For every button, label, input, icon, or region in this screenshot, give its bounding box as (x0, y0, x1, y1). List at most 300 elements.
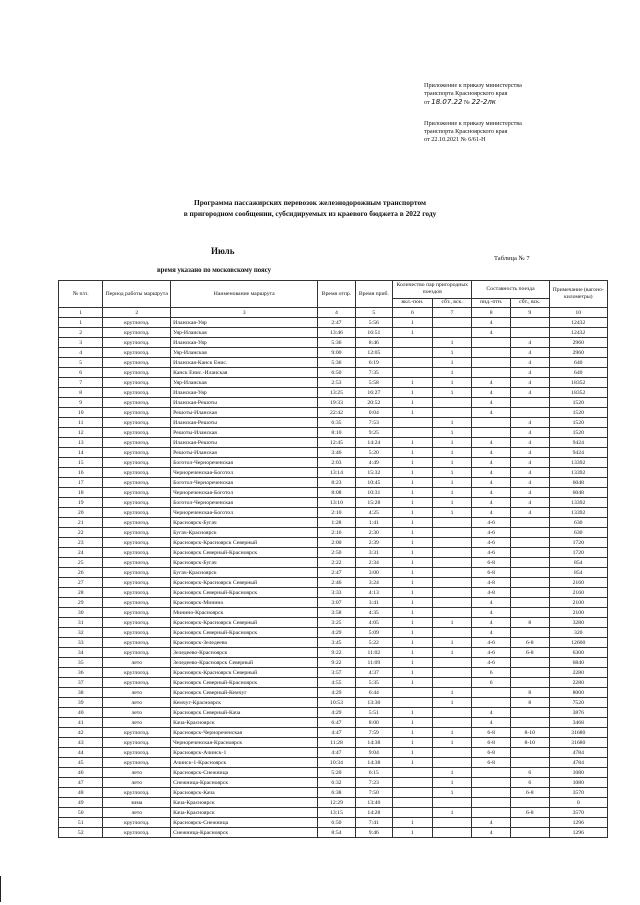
cell-count-weekend: 1 (432, 348, 472, 358)
table-row (59, 488, 608, 498)
cell-dep: 4:47 (318, 748, 355, 758)
title-line: Программа пассажирских перевозок железнодорожным транспортом (193, 198, 427, 207)
cell-car-km: 854 (549, 558, 607, 568)
cell-route: Красноярск-Красноярск Северный (171, 578, 318, 588)
cell-num: 28 (59, 588, 103, 598)
cell-route: Решоты-Иланская (171, 408, 318, 418)
cell-count-weekday (393, 788, 433, 798)
cell-dep: 2:00 (318, 538, 355, 548)
cell-comp-weekend (510, 588, 549, 598)
cell-num: 40 (59, 708, 103, 718)
cell-dep: 5:20 (318, 768, 355, 778)
table-row (59, 748, 608, 758)
cell-count-weekend (432, 798, 472, 808)
cell-period: круглогод. (103, 568, 171, 578)
cell-arr: 14:38 (355, 738, 392, 748)
cell-arr: 5:58 (355, 378, 392, 388)
cell-car-km: 1520 (549, 398, 607, 408)
cell-num: 31 (59, 618, 103, 628)
cell-count-weekend: 1 (432, 378, 472, 388)
cell-period: лето (103, 658, 171, 668)
cell-period: лето (103, 688, 171, 698)
cell-comp-weekend (510, 528, 549, 538)
cell-count-weekend: 1 (432, 468, 472, 478)
table-row (59, 738, 608, 748)
cell-dep: 2:50 (318, 548, 355, 558)
table-row (59, 628, 608, 638)
cell-arr: 6:15 (355, 768, 392, 778)
cell-car-km: 2960 (549, 338, 607, 348)
cell-count-weekday: 1 (393, 398, 433, 408)
month-label: Июль (211, 246, 235, 256)
cell-dep: 8:54 (318, 828, 355, 838)
cell-car-km: 2160 (549, 578, 607, 588)
handwritten-date: 18.07.22 (431, 98, 463, 107)
cell-route: Иланская-Уяр (171, 318, 318, 328)
cell-arr: 0:04 (355, 408, 392, 418)
cell-car-km: 8000 (549, 688, 607, 698)
cell-comp-weekday: 4 (472, 598, 511, 608)
cell-period: круглогод. (103, 748, 171, 758)
cell-route: Уяр-Иланская (171, 328, 318, 338)
cell-car-km: 1720 (549, 548, 607, 558)
cell-count-weekday: 1 (393, 548, 433, 558)
cell-count-weekend (432, 518, 472, 528)
col-header-dep: Время отпр. (318, 281, 355, 308)
cell-dep: 9:00 (318, 348, 355, 358)
cell-comp-weekend (510, 668, 549, 678)
cell-comp-weekday: 6-8 (472, 728, 511, 738)
cell-dep: 12:29 (318, 798, 355, 808)
cell-route: Красноярск-Снежница (171, 768, 318, 778)
table-row (59, 568, 608, 578)
cell-comp-weekend (510, 628, 549, 638)
cell-count-weekend: 1 (432, 648, 472, 658)
cell-num: 42 (59, 728, 103, 738)
cell-count-weekend (432, 558, 472, 568)
cell-route: Красноярск-Кача (171, 788, 318, 798)
cell-dep: 12:45 (318, 438, 355, 448)
cell-period: круглогод. (103, 648, 171, 658)
cell-arr: 4:35 (355, 608, 392, 618)
cell-car-km: 2160 (549, 588, 607, 598)
table-row (59, 338, 608, 348)
table-row (59, 818, 608, 828)
cell-comp-weekday: 4 (472, 708, 511, 718)
date-prefix: от (424, 99, 430, 107)
cell-num: 18 (59, 488, 103, 498)
cell-num: 9 (59, 398, 103, 408)
cell-count-weekday: 1 (393, 468, 433, 478)
cell-num: 36 (59, 668, 103, 678)
col-subheader: пнд.-птн. (472, 298, 511, 307)
cell-dep: 10:34 (318, 758, 355, 768)
cell-route: Иланская-Решоты (171, 438, 318, 448)
cell-comp-weekend (510, 828, 549, 838)
cell-arr: 5:56 (355, 318, 392, 328)
cell-dep: 4:29 (318, 708, 355, 718)
routes-table (58, 280, 608, 838)
cell-period: круглогод. (103, 668, 171, 678)
cell-comp-weekday: 4-6 (472, 548, 511, 558)
cell-comp-weekend: 4 (510, 368, 549, 378)
cell-route: Решоты-Иланская (171, 448, 318, 458)
cell-arr: 9:04 (355, 748, 392, 758)
order-header-line: от 22.10.2021 № 6/61-Н (424, 136, 486, 144)
cell-period: круглогод. (103, 678, 171, 688)
cell-count-weekday: 1 (393, 448, 433, 458)
cell-route: Красноярск-Ачинск-1 (171, 748, 318, 758)
cell-count-weekday: 1 (393, 588, 433, 598)
cell-comp-weekend (510, 658, 549, 668)
cell-comp-weekend: 4 (510, 438, 549, 448)
cell-arr: 11:02 (355, 648, 392, 658)
cell-comp-weekday: 4 (472, 328, 511, 338)
cell-count-weekend: 1 (432, 368, 472, 378)
cell-arr: 5:22 (355, 638, 392, 648)
cell-comp-weekday: 4 (472, 408, 511, 418)
cell-comp-weekend: 4 (510, 388, 549, 398)
order-header-line: транспорта Красноярского края (424, 128, 508, 136)
cell-comp-weekday: 4 (472, 478, 511, 488)
cell-dep: 1:28 (318, 518, 355, 528)
cell-count-weekday: 1 (393, 388, 433, 398)
cell-comp-weekday (472, 778, 511, 788)
cell-car-km: 13392 (549, 458, 607, 468)
cell-arr: 14:38 (355, 758, 392, 768)
cell-comp-weekday: 4 (472, 398, 511, 408)
cell-arr: 7:59 (355, 728, 392, 738)
cell-route: Красноярск-Зеледеево (171, 638, 318, 648)
cell-comp-weekday (472, 358, 511, 368)
cell-car-km: 9424 (549, 448, 607, 458)
cell-route: Красноярск-Красноярск Северный (171, 538, 318, 548)
cell-comp-weekday: 4 (472, 468, 511, 478)
cell-comp-weekday: 6-8 (472, 738, 511, 748)
cell-period: круглогод. (103, 728, 171, 738)
table-row (59, 688, 608, 698)
cell-comp-weekend (510, 328, 549, 338)
cell-count-weekend: 1 (432, 458, 472, 468)
cell-period: круглогод. (103, 358, 171, 368)
cell-comp-weekday: 4-6 (472, 658, 511, 668)
cell-count-weekend (432, 408, 472, 418)
table-row (59, 698, 608, 708)
column-number: 1 (59, 308, 103, 318)
cell-dep: 2:16 (318, 528, 355, 538)
cell-count-weekend: 1 (432, 698, 472, 708)
table-row (59, 768, 608, 778)
cell-comp-weekday: 4 (472, 628, 511, 638)
cell-car-km: 13392 (549, 468, 607, 478)
cell-dep: 3:25 (318, 618, 355, 628)
cell-arr: 13:40 (355, 798, 392, 808)
cell-dep: 9:22 (318, 648, 355, 658)
cell-route: Зеледеево-Красноярск (171, 648, 318, 658)
cell-count-weekend: 1 (432, 498, 472, 508)
table-row (59, 468, 608, 478)
cell-period: круглогод. (103, 548, 171, 558)
cell-count-weekend: 1 (432, 508, 472, 518)
column-number: 3 (171, 308, 318, 318)
cell-route: Красноярск-Бугач (171, 558, 318, 568)
cell-period: лето (103, 778, 171, 788)
cell-route: Красноярск-Чернореченская (171, 728, 318, 738)
cell-comp-weekend (510, 798, 549, 808)
cell-comp-weekend: 8 (510, 618, 549, 628)
cell-dep: 6:35 (318, 418, 355, 428)
cell-route: Уяр-Иланская (171, 348, 318, 358)
table-row (59, 638, 608, 648)
cell-arr: 4:25 (355, 508, 392, 518)
cell-dep: 4:55 (318, 678, 355, 688)
cell-route: Уяр-Иланская (171, 378, 318, 388)
cell-route: Боготол-Чернореченская (171, 498, 318, 508)
cell-comp-weekday: 4 (472, 448, 511, 458)
cell-car-km: 630 (549, 528, 607, 538)
cell-route: Бугач-Красноярск (171, 568, 318, 578)
table-row (59, 708, 608, 718)
cell-comp-weekday: 6-8 (472, 568, 511, 578)
cell-route: Красноярск Северный-Красноярск (171, 628, 318, 638)
cell-car-km: 1296 (549, 828, 607, 838)
cell-comp-weekday (472, 698, 511, 708)
cell-num: 13 (59, 438, 103, 448)
cell-num: 50 (59, 808, 103, 818)
cell-dep: 6:50 (318, 818, 355, 828)
cell-comp-weekday: 4 (472, 318, 511, 328)
cell-car-km: 1080 (549, 768, 607, 778)
cell-count-weekday (393, 368, 433, 378)
cell-comp-weekend: 4 (510, 508, 549, 518)
cell-comp-weekend (510, 758, 549, 768)
cell-count-weekend (432, 658, 472, 668)
col-header-name: Наименование маршрута (171, 281, 318, 308)
cell-period: круглогод. (103, 448, 171, 458)
cell-count-weekday (393, 338, 433, 348)
cell-period: круглогод. (103, 348, 171, 358)
cell-num: 17 (59, 478, 103, 488)
cell-dep: 11:28 (318, 738, 355, 748)
table-header (59, 281, 608, 318)
table-row (59, 828, 608, 838)
cell-count-weekend (432, 538, 472, 548)
cell-car-km: 3570 (549, 808, 607, 818)
cell-period: круглогод. (103, 608, 171, 618)
cell-count-weekend: 1 (432, 428, 472, 438)
cell-route: Чернореченская-Боготол (171, 488, 318, 498)
cell-dep: 3:58 (318, 608, 355, 618)
cell-count-weekend: 1 (432, 338, 472, 348)
cell-num: 32 (59, 628, 103, 638)
cell-num: 43 (59, 738, 103, 748)
cell-car-km: 640 (549, 358, 607, 368)
cell-route: Красноярск-Минино (171, 598, 318, 608)
cell-car-km: 1520 (549, 408, 607, 418)
column-number: 4 (318, 308, 355, 318)
cell-period: круглогод. (103, 478, 171, 488)
cell-num: 39 (59, 698, 103, 708)
cell-dep: 19:33 (318, 398, 355, 408)
cell-count-weekend: 1 (432, 438, 472, 448)
cell-car-km: 854 (549, 568, 607, 578)
cell-comp-weekday: 4 (472, 828, 511, 838)
cell-period: круглогод. (103, 588, 171, 598)
cell-car-km: 2100 (549, 608, 607, 618)
cell-comp-weekday: 6 (472, 668, 511, 678)
cell-count-weekend (432, 718, 472, 728)
cell-route: Бугач-Красноярск (171, 528, 318, 538)
cell-route: Красноярск-Снежница (171, 818, 318, 828)
cell-comp-weekday: 4 (472, 488, 511, 498)
cell-num: 25 (59, 558, 103, 568)
cell-car-km: 6840 (549, 658, 607, 668)
cell-car-km: 1520 (549, 428, 607, 438)
cell-arr: 2:39 (355, 538, 392, 548)
cell-dep: 3:07 (318, 598, 355, 608)
cell-num: 47 (59, 778, 103, 788)
cell-dep: 2:10 (318, 508, 355, 518)
cell-num: 26 (59, 568, 103, 578)
cell-period: круглогод. (103, 758, 171, 768)
order-header-line: Приложение к приказу министерства (424, 82, 522, 89)
cell-car-km: 6048 (549, 478, 607, 488)
cell-count-weekday: 1 (393, 638, 433, 648)
cell-count-weekday (393, 688, 433, 698)
cell-count-weekday: 1 (393, 718, 433, 728)
cell-car-km: 2100 (549, 598, 607, 608)
cell-count-weekday (393, 698, 433, 708)
table-row (59, 458, 608, 468)
cell-arr: 9:25 (355, 428, 392, 438)
cell-car-km: 2280 (549, 668, 607, 678)
cell-count-weekday: 1 (393, 738, 433, 748)
cell-comp-weekend: 6-8 (510, 808, 549, 818)
cell-route: Кача-Красноярск (171, 808, 318, 818)
col-header-period: Период работы маршрута (103, 281, 171, 308)
cell-arr: 7:35 (355, 368, 392, 378)
cell-car-km: 6300 (549, 648, 607, 658)
cell-dep: 10:53 (318, 698, 355, 708)
cell-comp-weekend: 4 (510, 468, 549, 478)
table-row (59, 608, 608, 618)
order-header-line: транспорта Красноярского края (424, 90, 508, 98)
cell-comp-weekday: 4-6 (472, 518, 511, 528)
cell-dep: 5:36 (318, 358, 355, 368)
cell-count-weekday: 1 (393, 478, 433, 488)
cell-car-km: 31680 (549, 728, 607, 738)
cell-comp-weekend: 8 (510, 688, 549, 698)
cell-dep: 2:46 (318, 578, 355, 588)
table-row (59, 678, 608, 688)
cell-comp-weekend (510, 708, 549, 718)
cell-dep: 3:33 (318, 588, 355, 598)
table-row (59, 558, 608, 568)
cell-car-km: 0 (549, 798, 607, 808)
cell-count-weekday: 1 (393, 408, 433, 418)
cell-comp-weekend: 8 (510, 698, 549, 708)
cell-route: Кача-Красноярск (171, 718, 318, 728)
cell-num: 35 (59, 658, 103, 668)
cell-count-weekday (393, 798, 433, 808)
cell-comp-weekend: 6 (510, 778, 549, 788)
cell-num: 44 (59, 748, 103, 758)
table-row (59, 508, 608, 518)
cell-arr: 8:46 (355, 338, 392, 348)
cell-route: Красноярск-Красноярск Северный (171, 668, 318, 678)
cell-comp-weekend: 4 (510, 418, 549, 428)
cell-car-km: 3280 (549, 618, 607, 628)
cell-route: Чернореченская-Красноярск (171, 738, 318, 748)
cell-route: Красноярск Северный-Красноярск (171, 678, 318, 688)
cell-dep: 6:50 (318, 368, 355, 378)
table-row (59, 398, 608, 408)
cell-comp-weekday: 4 (472, 608, 511, 618)
cell-route: Боготол-Чернореченская (171, 478, 318, 488)
table-row (59, 418, 608, 428)
cell-car-km: 1720 (549, 538, 607, 548)
cell-count-weekday: 1 (393, 528, 433, 538)
cell-arr: 5:35 (355, 678, 392, 688)
col-header-num: № п/п. (59, 281, 103, 308)
cell-count-weekend: 1 (432, 388, 472, 398)
cell-route: Решоты-Иланская (171, 428, 318, 438)
cell-count-weekend: 1 (432, 448, 472, 458)
cell-comp-weekday (472, 418, 511, 428)
cell-period: лето (103, 768, 171, 778)
cell-num: 16 (59, 468, 103, 478)
cell-dep: 3:46 (318, 448, 355, 458)
cell-car-km: 9424 (549, 438, 607, 448)
cell-dep: 2:22 (318, 558, 355, 568)
table-row (59, 718, 608, 728)
cell-count-weekday: 1 (393, 488, 433, 498)
table-row (59, 348, 608, 358)
cell-comp-weekend (510, 718, 549, 728)
cell-dep: 6:47 (318, 718, 355, 728)
cell-arr: 2:30 (355, 528, 392, 538)
col-header-composition: Составность поезда (472, 281, 549, 299)
table-row (59, 808, 608, 818)
cell-period: круглогод. (103, 628, 171, 638)
cell-arr: 6:19 (355, 358, 392, 368)
cell-count-weekday: 1 (393, 438, 433, 448)
table-row (59, 528, 608, 538)
cell-car-km: 13392 (549, 508, 607, 518)
cell-comp-weekend: 6-8 (510, 638, 549, 648)
table-row (59, 368, 608, 378)
table-row (59, 588, 608, 598)
cell-count-weekday: 1 (393, 628, 433, 638)
cell-comp-weekday: 4-6 (472, 638, 511, 648)
cell-num: 8 (59, 388, 103, 398)
column-number: 9 (510, 308, 549, 318)
cell-count-weekday: 1 (393, 498, 433, 508)
cell-arr: 4:49 (355, 458, 392, 468)
document-title (140, 197, 480, 219)
cell-count-weekend (432, 398, 472, 408)
cell-count-weekday: 1 (393, 648, 433, 658)
column-number: 7 (432, 308, 472, 318)
cell-arr: 7:50 (355, 788, 392, 798)
cell-count-weekend: 1 (432, 618, 472, 628)
cell-route: Красноярск Северный-Кемчуг (171, 688, 318, 698)
cell-arr: 14:28 (355, 808, 392, 818)
table-row (59, 798, 608, 808)
cell-num: 1 (59, 318, 103, 328)
cell-comp-weekend: 4 (510, 448, 549, 458)
cell-dep: 13:15 (318, 808, 355, 818)
